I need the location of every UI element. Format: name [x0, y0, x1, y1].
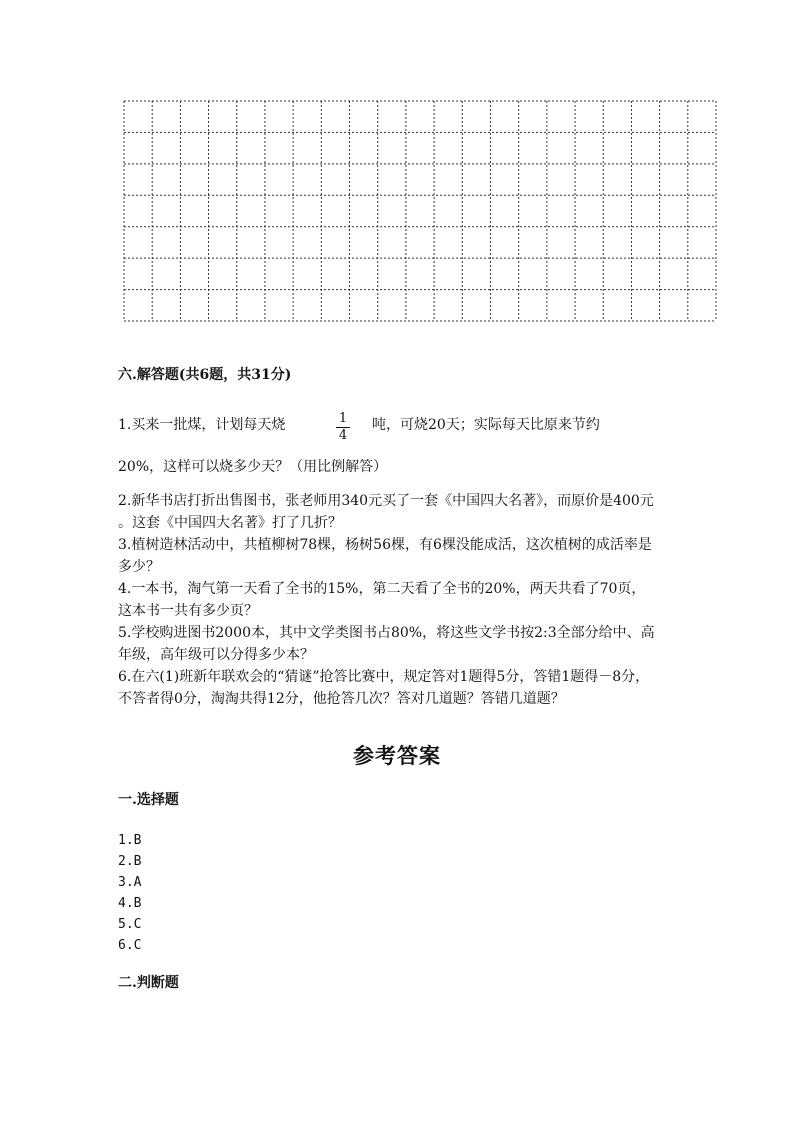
fraction-denominator: 4	[338, 428, 348, 443]
answer-item: 5.C	[118, 917, 142, 932]
section-6-heading: 六.解答题(共6题，共31分)	[118, 367, 292, 383]
answer-item: 3.A	[118, 875, 142, 890]
question-1-text-after: 吨，可烧20天；实际每天比原来节约	[372, 417, 600, 433]
question-6: 6.在六(1)班新年联欢会的“猜谜”抢答比赛中，规定答对1题得5分，答错1题得－8分，不答者得0分，淘淘共得12分，他抢答几次？答对几道题？答错几道题？	[118, 669, 650, 707]
answer-section-1-heading: 一.选择题	[118, 792, 179, 808]
question-5: 5.学校购进图书2000本，其中文学类图书占80%，将这些文学书按2:3全部分给中、高年级，高年级可以分得多少本？	[118, 625, 655, 663]
question-1-text-before: 1.买来一批煤，计划每天烧	[118, 417, 286, 433]
answer-section-2-heading: 二.判断题	[118, 975, 179, 991]
answer-item: 4.B	[118, 896, 142, 911]
answer-list	[118, 830, 141, 956]
question-4: 4.一本书，淘气第一天看了全书的15%，第二天看了全书的20%，两天共看了70页，这本书一共有多少页？	[118, 581, 646, 619]
question-1-line-2: 20%，这样可以烧多少天？（用比例解答）	[118, 459, 388, 475]
question-2: 2.新华书店打折出售图书，张老师用340元买了一套《中国四大名著》，而原价是400元 。这套《中国四大名著》打了几折？	[118, 493, 654, 531]
answer-item: 2.B	[118, 854, 142, 869]
answer-item: 1.B	[118, 833, 142, 848]
question-1-fraction	[336, 412, 350, 443]
question-1-line-1	[118, 414, 285, 436]
question-list	[118, 490, 658, 710]
writing-grid	[123, 100, 717, 322]
question-3: 3.植树造林活动中，共植柳树78棵，杨树56棵，有6棵没能成活，这次植树的成活率是多少？	[118, 537, 652, 575]
answer-key-title: 参考答案	[353, 743, 441, 768]
fraction-numerator: 1	[336, 412, 350, 428]
answer-item: 6.C	[118, 938, 142, 953]
